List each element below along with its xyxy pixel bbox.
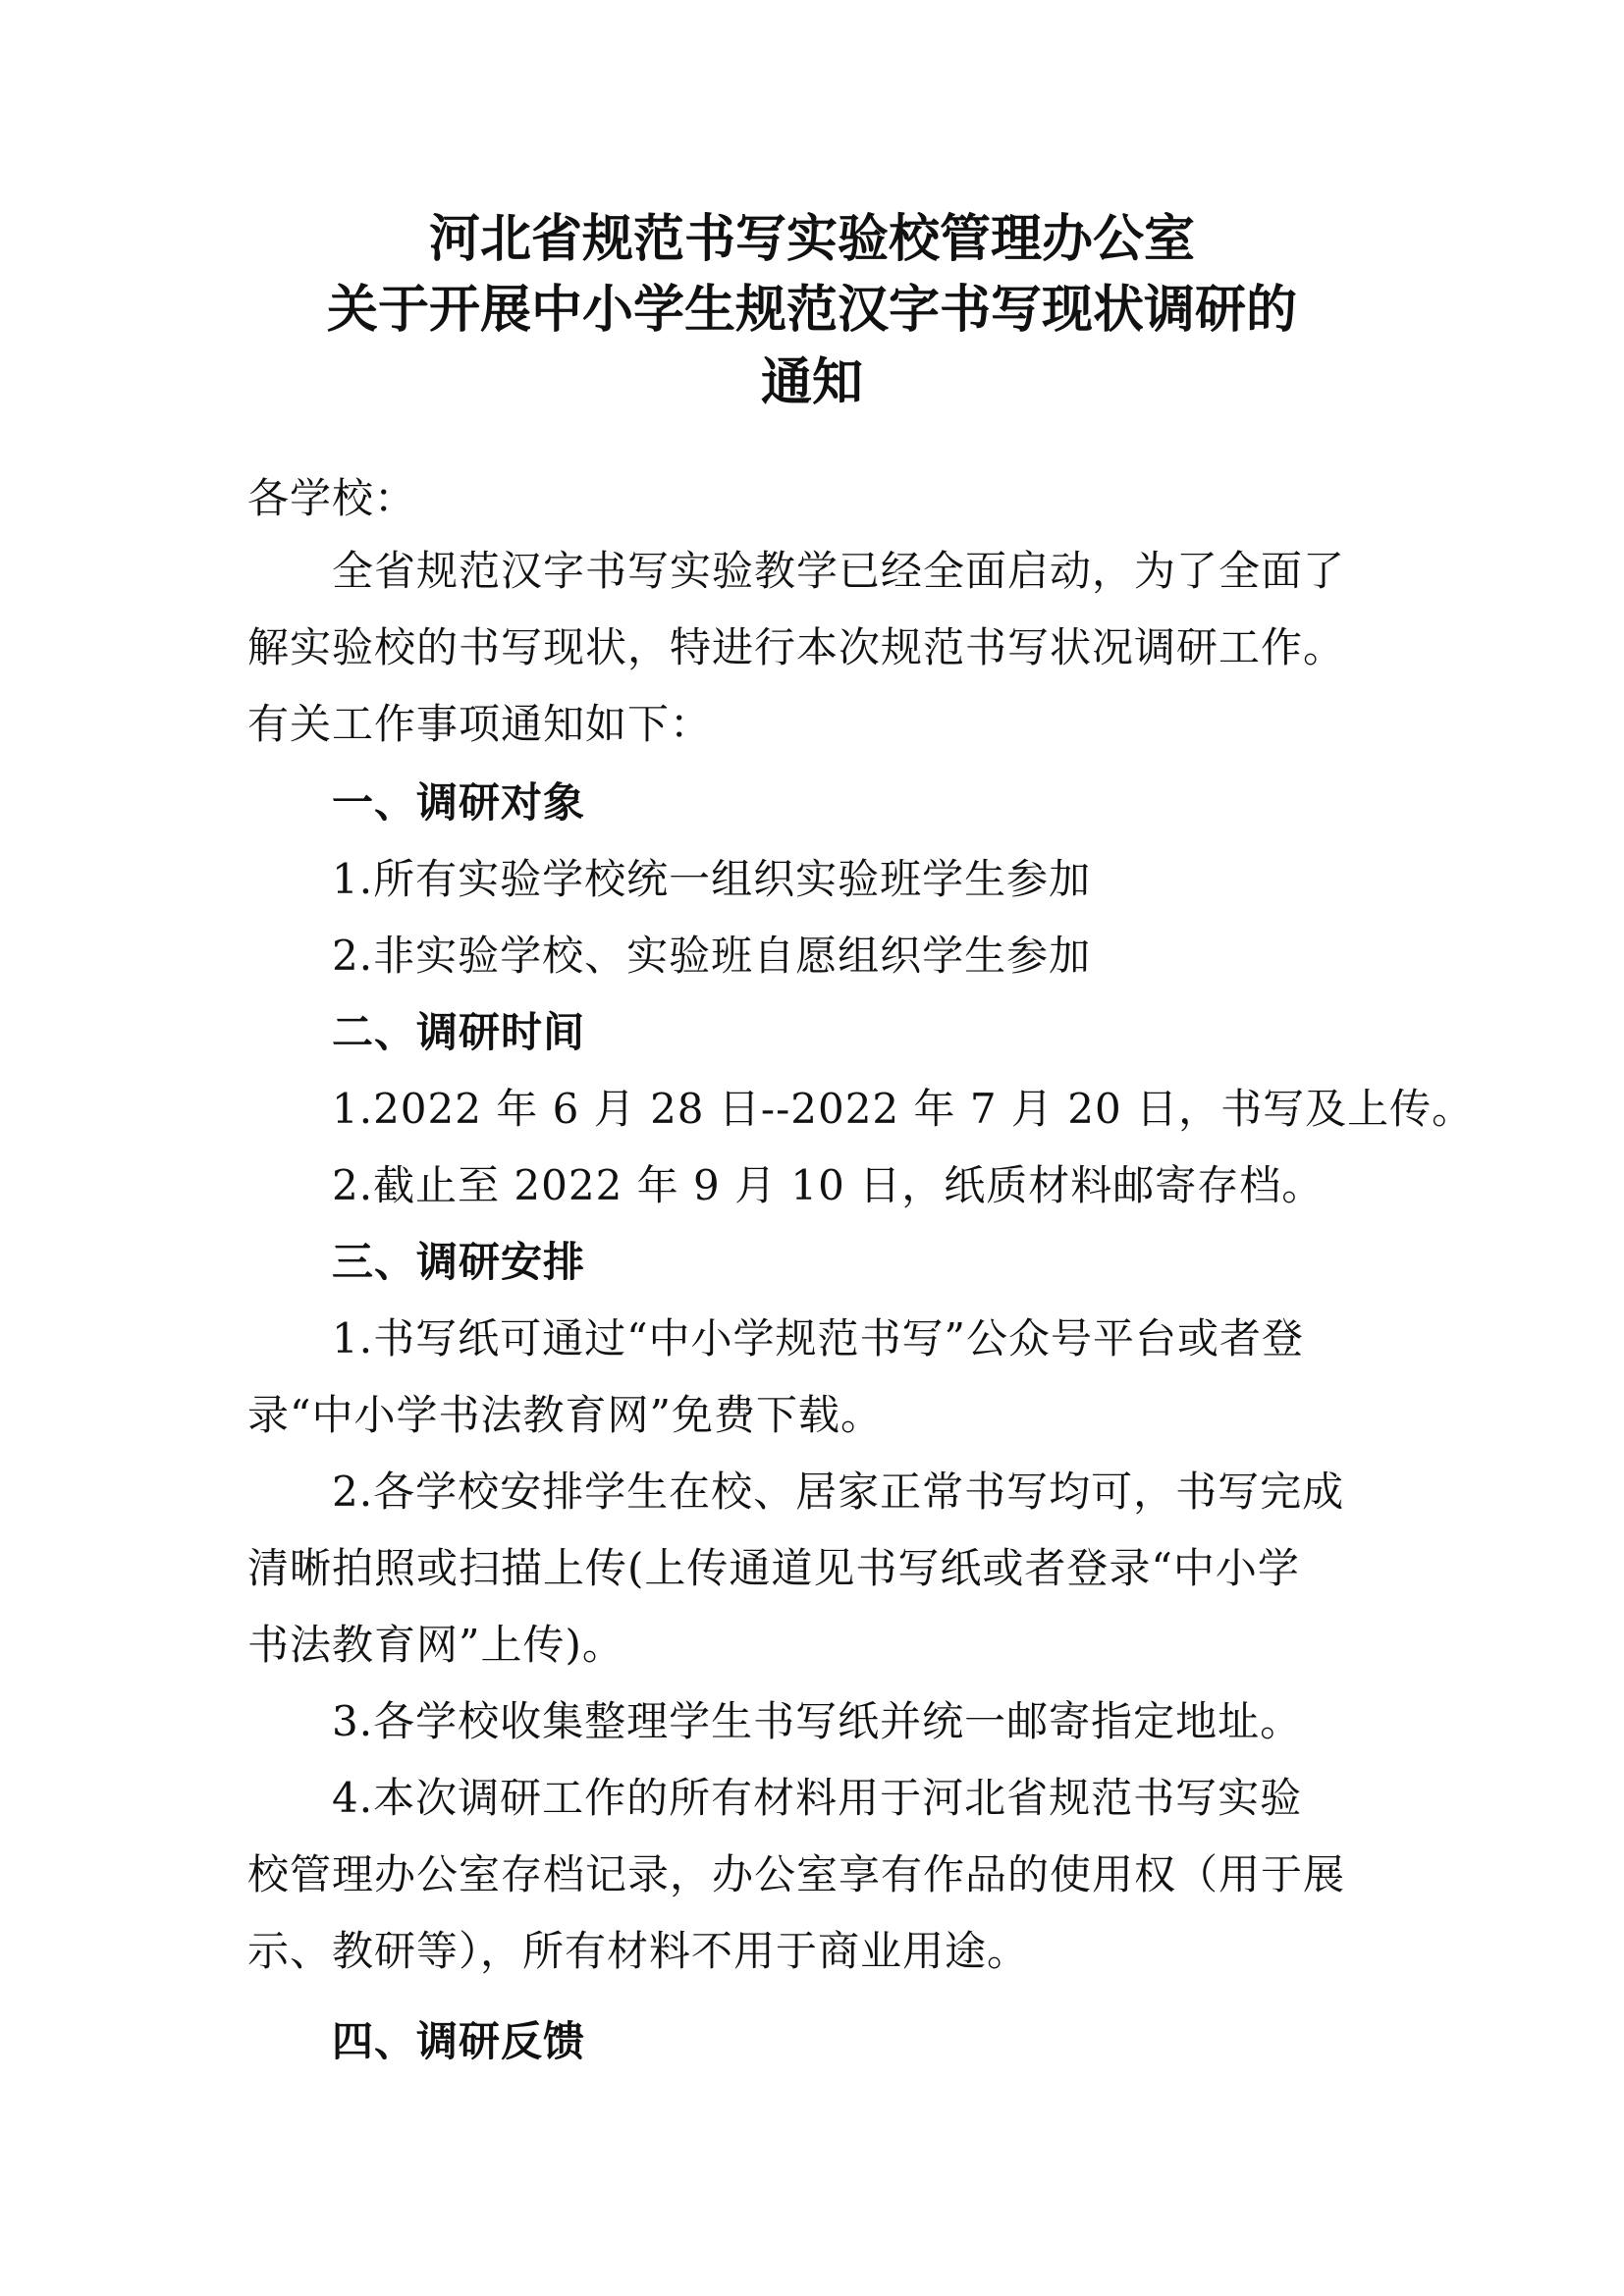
section-heading-3: 三、调研安排 bbox=[332, 1238, 586, 1286]
section-1-item-2: 2.非实验学校、实验班自愿组织学生参加 bbox=[332, 932, 1092, 980]
section-3-item-1-line-2: 录“中小学书法教育网”免费下载。 bbox=[247, 1391, 883, 1439]
title-line-1: 河北省规范书写实验校管理办公室 bbox=[428, 209, 1195, 269]
section-heading-1: 一、调研对象 bbox=[332, 778, 586, 827]
section-3-item-2-line-2: 清晰拍照或扫描上传(上传通道见书写纸或者登录“中小学 bbox=[247, 1544, 1300, 1592]
salutation: 各学校： bbox=[247, 474, 417, 522]
intro-line-3: 有关工作事项通知如下： bbox=[247, 700, 713, 748]
section-heading-4: 四、调研反馈 bbox=[332, 2017, 586, 2065]
section-3-item-4-line-3: 示、教研等），所有材料不用于商业用途。 bbox=[247, 1927, 1030, 1975]
intro-line-2: 解实验校的书写现状，特进行本次规范书写状况调研工作。 bbox=[247, 623, 1346, 671]
intro-line-1: 全省规范汉字书写实验教学已经全面启动，为了全面了 bbox=[332, 547, 1346, 595]
section-3-item-2-line-1: 2.各学校安排学生在校、居家正常书写均可，书写完成 bbox=[332, 1468, 1345, 1516]
title-line-3: 通知 bbox=[760, 352, 863, 412]
section-3-item-1-line-1: 1.书写纸可通过“中小学规范书写”公众号平台或者登 bbox=[332, 1314, 1305, 1362]
section-3-item-4-line-1: 4.本次调研工作的所有材料用于河北省规范书写实验 bbox=[332, 1774, 1303, 1822]
section-2-item-2: 2.截止至 2022 年 9 月 10 日，纸质材料邮寄存档。 bbox=[332, 1161, 1325, 1209]
section-2-item-1: 1.2022 年 6 月 28 日--2022 年 7 月 20 日，书写及上传。 bbox=[332, 1085, 1475, 1133]
section-3-item-3: 3.各学校收集整理学生书写纸并统一邮寄指定地址。 bbox=[332, 1697, 1303, 1745]
section-heading-2: 二、调研时间 bbox=[332, 1008, 586, 1056]
title-line-2: 关于开展中小学生规范汉字书写现状调研的 bbox=[326, 280, 1297, 340]
section-3-item-2-line-3: 书法教育网”上传)。 bbox=[247, 1621, 624, 1669]
section-3-item-4-line-2: 校管理办公室存档记录，办公室享有作品的使用权（用于展 bbox=[247, 1850, 1346, 1898]
section-1-item-1: 1.所有实验学校统一组织实验班学生参加 bbox=[332, 855, 1092, 903]
